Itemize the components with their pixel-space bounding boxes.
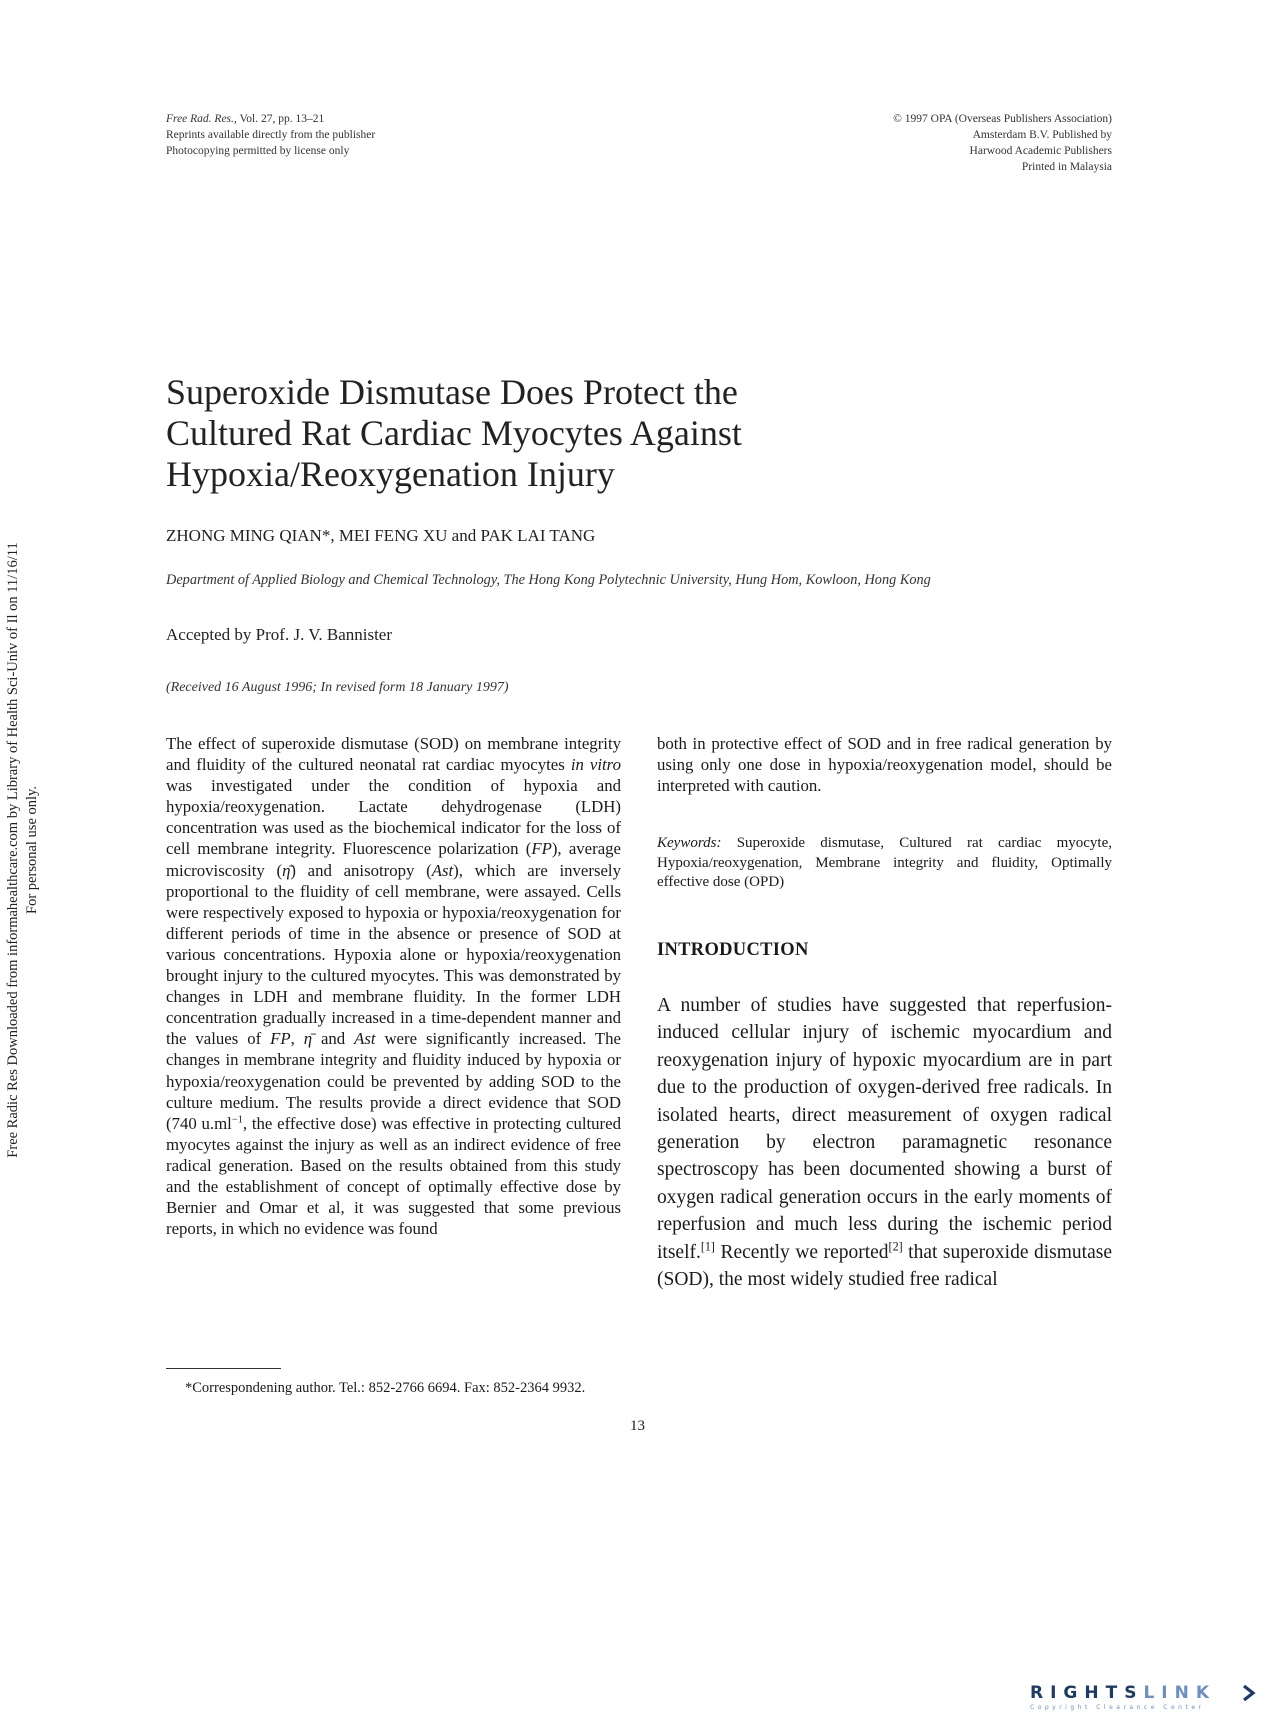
photocopy-note: Photocopying permitted by license only xyxy=(166,145,350,157)
intro-text: Recently we reported xyxy=(714,1241,889,1263)
margin-note-line-2: For personal use only. xyxy=(24,786,40,914)
affiliation: Department of Applied Biology and Chemical Technology, The Hong Kong Polytechnic University, Hung Hom, Kowloon, Hong Kong xyxy=(166,572,931,588)
author-list: ZHONG MING QIAN*, MEI FENG XU and PAK LAI TANG xyxy=(166,526,596,545)
abstract-text: and xyxy=(312,1029,355,1049)
title-line-1: Superoxide Dismutase Does Protect the xyxy=(166,372,738,412)
running-header-left xyxy=(166,111,586,159)
keywords-label: Keywords: xyxy=(657,835,722,851)
unit-superscript: −1 xyxy=(231,1114,243,1126)
publisher-line-1: Amsterdam B.V. Published by xyxy=(972,129,1112,141)
journal-citation xyxy=(166,111,586,127)
abstract-symbol-fp: FP xyxy=(270,1029,291,1049)
accepted-by: Accepted by Prof. J. V. Bannister xyxy=(166,625,393,644)
keywords xyxy=(657,834,1112,893)
rightslink-link: LINK xyxy=(1143,1683,1216,1703)
abstract-italic: in vitro xyxy=(570,755,621,775)
abstract-symbol-eta: η̄ xyxy=(303,1029,313,1049)
page-number: 13 xyxy=(630,1418,645,1434)
abstract-text: , the effective dose) was effective in protecting cultured myocytes against the injury as well as an indirect evidence of free radical generation. Based on the results obtained from this study and the establishment of concept of optimally effective dose by Bernier and Omar et al, it was suggested that some previous reports, in which no evidence was found xyxy=(166,1113,621,1239)
paper-title xyxy=(166,372,986,495)
margin-note-line-1: Free Radic Res Downloaded from informahealthcare.com by Library of Health Sci-Univ of Il on 11/16/11 xyxy=(5,542,21,1158)
download-margin-note xyxy=(4,470,44,1230)
title-line-3: Hypoxia/Reoxygenation Injury xyxy=(166,454,615,494)
introduction-body xyxy=(657,992,1112,1293)
abstract-symbol-ast: Ast xyxy=(354,1029,376,1049)
abstract-text: ), average microviscosity ( xyxy=(166,839,621,880)
abstract-text: ), which are inversely proportional to the fluidity of cell membrane, were assayed. Cells were respectively exposed to hypoxia or hypoxia/reoxygenation for different periods of time in the absence or presence of SOD at various concentrations. Hypoxia alone or hypoxia/reoxygenation brought injury to the cultured myocytes. This was demonstrated by changes in LDH and membrane fluidity. In the former LDH concentration gradually increased in a time-dependent manner and the values of xyxy=(166,860,621,1049)
abstract-text: The effect of superoxide dismutase (SOD) on membrane integrity and fluidity of the cultured neonatal rat cardiac myocytes xyxy=(166,734,621,775)
abstract-text: ) and anisotropy ( xyxy=(290,860,432,880)
copyright-line: © 1997 OPA (Overseas Publishers Association) xyxy=(893,113,1112,125)
intro-text: that superoxide dismutase (SOD), the most widely studied free radical xyxy=(657,1241,1112,1291)
rightslink-tagline: Copyright Clearance Center xyxy=(1030,1704,1205,1711)
running-header-right xyxy=(760,111,1112,175)
abstract-text: was investigated under the condition of hypoxia and hypoxia/reoxygenation. Lactate dehydrogenase (LDH) concentration was used as the biochemical indicator for the loss of cell membrane integrity. Fluorescence polarization ( xyxy=(166,776,621,859)
rightslink-logo[interactable] xyxy=(1030,1683,1260,1717)
abstract-continued: both in protective effect of SOD and in free radical generation by using only one dose in hypoxia/reoxygenation model, should be interpreted with caution. xyxy=(657,734,1112,796)
abstract-symbol-eta: η̄ xyxy=(282,860,291,880)
received-dates: (Received 16 August 1996; In revised form 18 January 1997) xyxy=(166,680,509,695)
abstract-symbol-fp: FP xyxy=(531,839,552,859)
publisher-line-2: Harwood Academic Publishers xyxy=(969,145,1112,157)
rightslink-rights: RIGHTS xyxy=(1030,1683,1144,1703)
abstract-text: , xyxy=(290,1029,304,1049)
journal-abbrev: Free Rad. Res. xyxy=(166,113,234,125)
rightslink-wordmark xyxy=(1030,1683,1260,1703)
footnote-divider xyxy=(166,1368,281,1369)
keywords-text: Superoxide dismutase, Cultured rat cardiac myocyte, Hypoxia/reoxygenation, Membrane integrity and fluidity, Optimally effective dose (OPD) xyxy=(657,835,1112,890)
abstract xyxy=(166,733,621,1239)
chevron-right-icon xyxy=(1240,1684,1258,1702)
citation-ref[interactable]: [1] xyxy=(700,1239,715,1254)
section-heading-introduction: INTRODUCTION xyxy=(657,940,809,960)
reprints-note: Reprints available directly from the publisher xyxy=(166,129,376,141)
title-line-2: Cultured Rat Cardiac Myocytes Against xyxy=(166,413,742,453)
footnote: *Correspondening author. Tel.: 852-2766 6694. Fax: 852-2364 9932. xyxy=(185,1380,586,1396)
abstract-symbol-ast: Ast xyxy=(431,860,454,880)
volume-pages: , Vol. 27, pp. 13–21 xyxy=(233,113,325,125)
citation-ref[interactable]: [2] xyxy=(888,1239,903,1254)
printed-in: Printed in Malaysia xyxy=(1021,161,1112,173)
abstract-text: were significantly increased. The changes in membrane integrity and fluidity induced by hypoxia or hypoxia/reoxygenation could be prevented by adding SOD to the culture medium. The results provide a direct evidence that SOD (740 u.ml xyxy=(166,1029,621,1133)
intro-text: A number of studies have suggested that reperfusion-induced cellular injury of ischemic myocardium and reoxygenation injury of hypoxic myocardium are in part due to the production of oxygen-derived free radicals. In isolated hearts, direct measurement of oxygen radical generation by electron paramagnetic resonance spectroscopy has been documented showing a burst of oxygen radical generation occurs in the early moments of reperfusion and much less during the ischemic period itself. xyxy=(657,995,1112,1263)
